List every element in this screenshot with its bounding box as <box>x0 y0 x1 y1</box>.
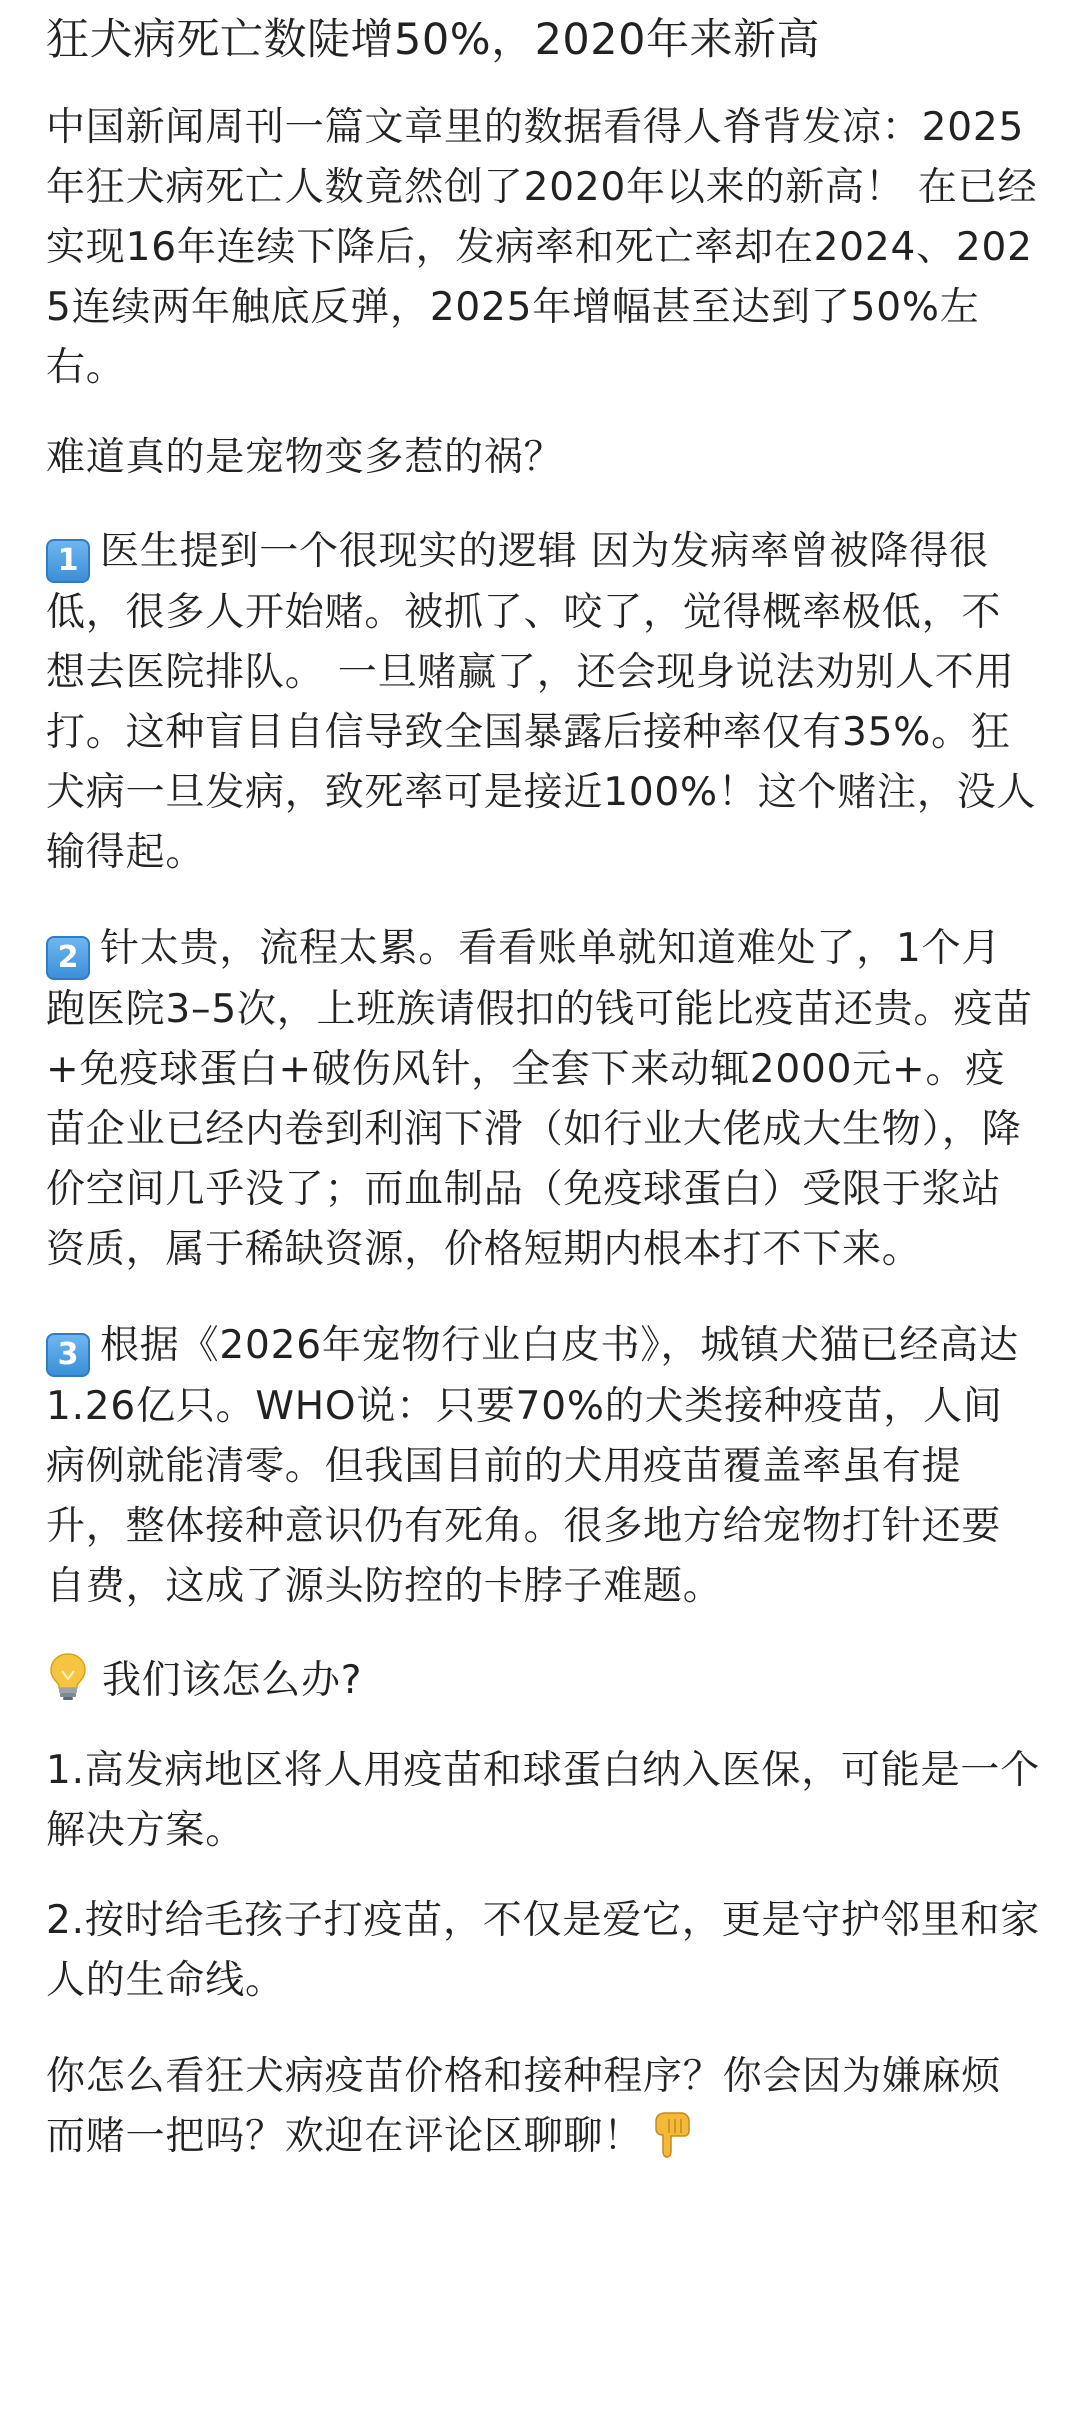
point-1-paragraph <box>46 522 1040 883</box>
backhand-index-pointing-down-icon <box>649 2109 695 2159</box>
point-2-text: 针太贵，流程太累。看看账单就知道难处了，1个月跑医院3–5次，上班族请假扣的钱可能比疫苗还贵。疫苗+免疫球蛋白+破伤风针，全套下来动辄2000元+。疫苗企业已经内卷到利润下滑（如行业大佬成大生物），降价空间几乎没了；而血制品（免疫球蛋白）受限于浆站资质，属于稀缺资源，价格短期内根本打不下来。 <box>46 926 1033 1272</box>
light-bulb-icon <box>46 1651 90 1701</box>
suggestion-1: 1.高发病地区将人用疫苗和球蛋白纳入医保，可能是一个解决方案。 <box>46 1748 1041 1853</box>
how-heading-text: 我们该怎么办? <box>102 1658 363 1703</box>
closing-paragraph <box>46 2047 1040 2167</box>
closing-text: 你怎么看狂犬病疫苗价格和接种程序？你会因为嫌麻烦而赌一把吗？欢迎在评论区聊聊！ <box>46 2054 1002 2159</box>
suggestion-2: 2.按时给毛孩子打疫苗，不仅是爱它，更是守护邻里和家人的生命线。 <box>46 1898 1041 2003</box>
post-title: 狂犬病死亡数陡增50%，2020年来新高 <box>46 15 821 65</box>
point-2-paragraph <box>46 919 1040 1280</box>
question-paragraph: 难道真的是宠物变多惹的祸？ <box>46 435 564 480</box>
intro-paragraph: 中国新闻周刊一篇文章里的数据看得人脊背发凉：2025年狂犬病死亡人数竟然创了2020年以来的新高！ 在已经实现16年连续下降后，发病率和死亡率却在2024、2025连续两年触底反弹，2025年增幅甚至达到了50%左右。 <box>46 105 1038 390</box>
point-3-paragraph <box>46 1316 1040 1617</box>
keycap-number-icon: 1 <box>46 539 90 583</box>
keycap-number-icon: 2 <box>46 936 90 980</box>
keycap-number-icon: 3 <box>46 1333 90 1377</box>
how-heading <box>46 1651 1040 1711</box>
point-1-text: 医生提到一个很现实的逻辑 因为发病率曾被降得很低，很多人开始赌。被抓了、咬了，觉得概率极低，不想去医院排队。 一旦赌赢了，还会现身说法劝别人不用打。这种盲目自信导致全国暴露后接种率仅有35%。狂犬病一旦发病，致死率可是接近100%！这个赌注，没人输得起。 <box>46 529 1037 875</box>
point-3-text: 根据《2026年宠物行业白皮书》，城镇犬猫已经高达1.26亿只。WHO说：只要70%的犬类接种疫苗，人间病例就能清零。但我国目前的犬用疫苗覆盖率虽有提升，整体接种意识仍有死角。很多地方给宠物打针还要自费，这成了源头防控的卡脖子难题。 <box>46 1323 1019 1609</box>
